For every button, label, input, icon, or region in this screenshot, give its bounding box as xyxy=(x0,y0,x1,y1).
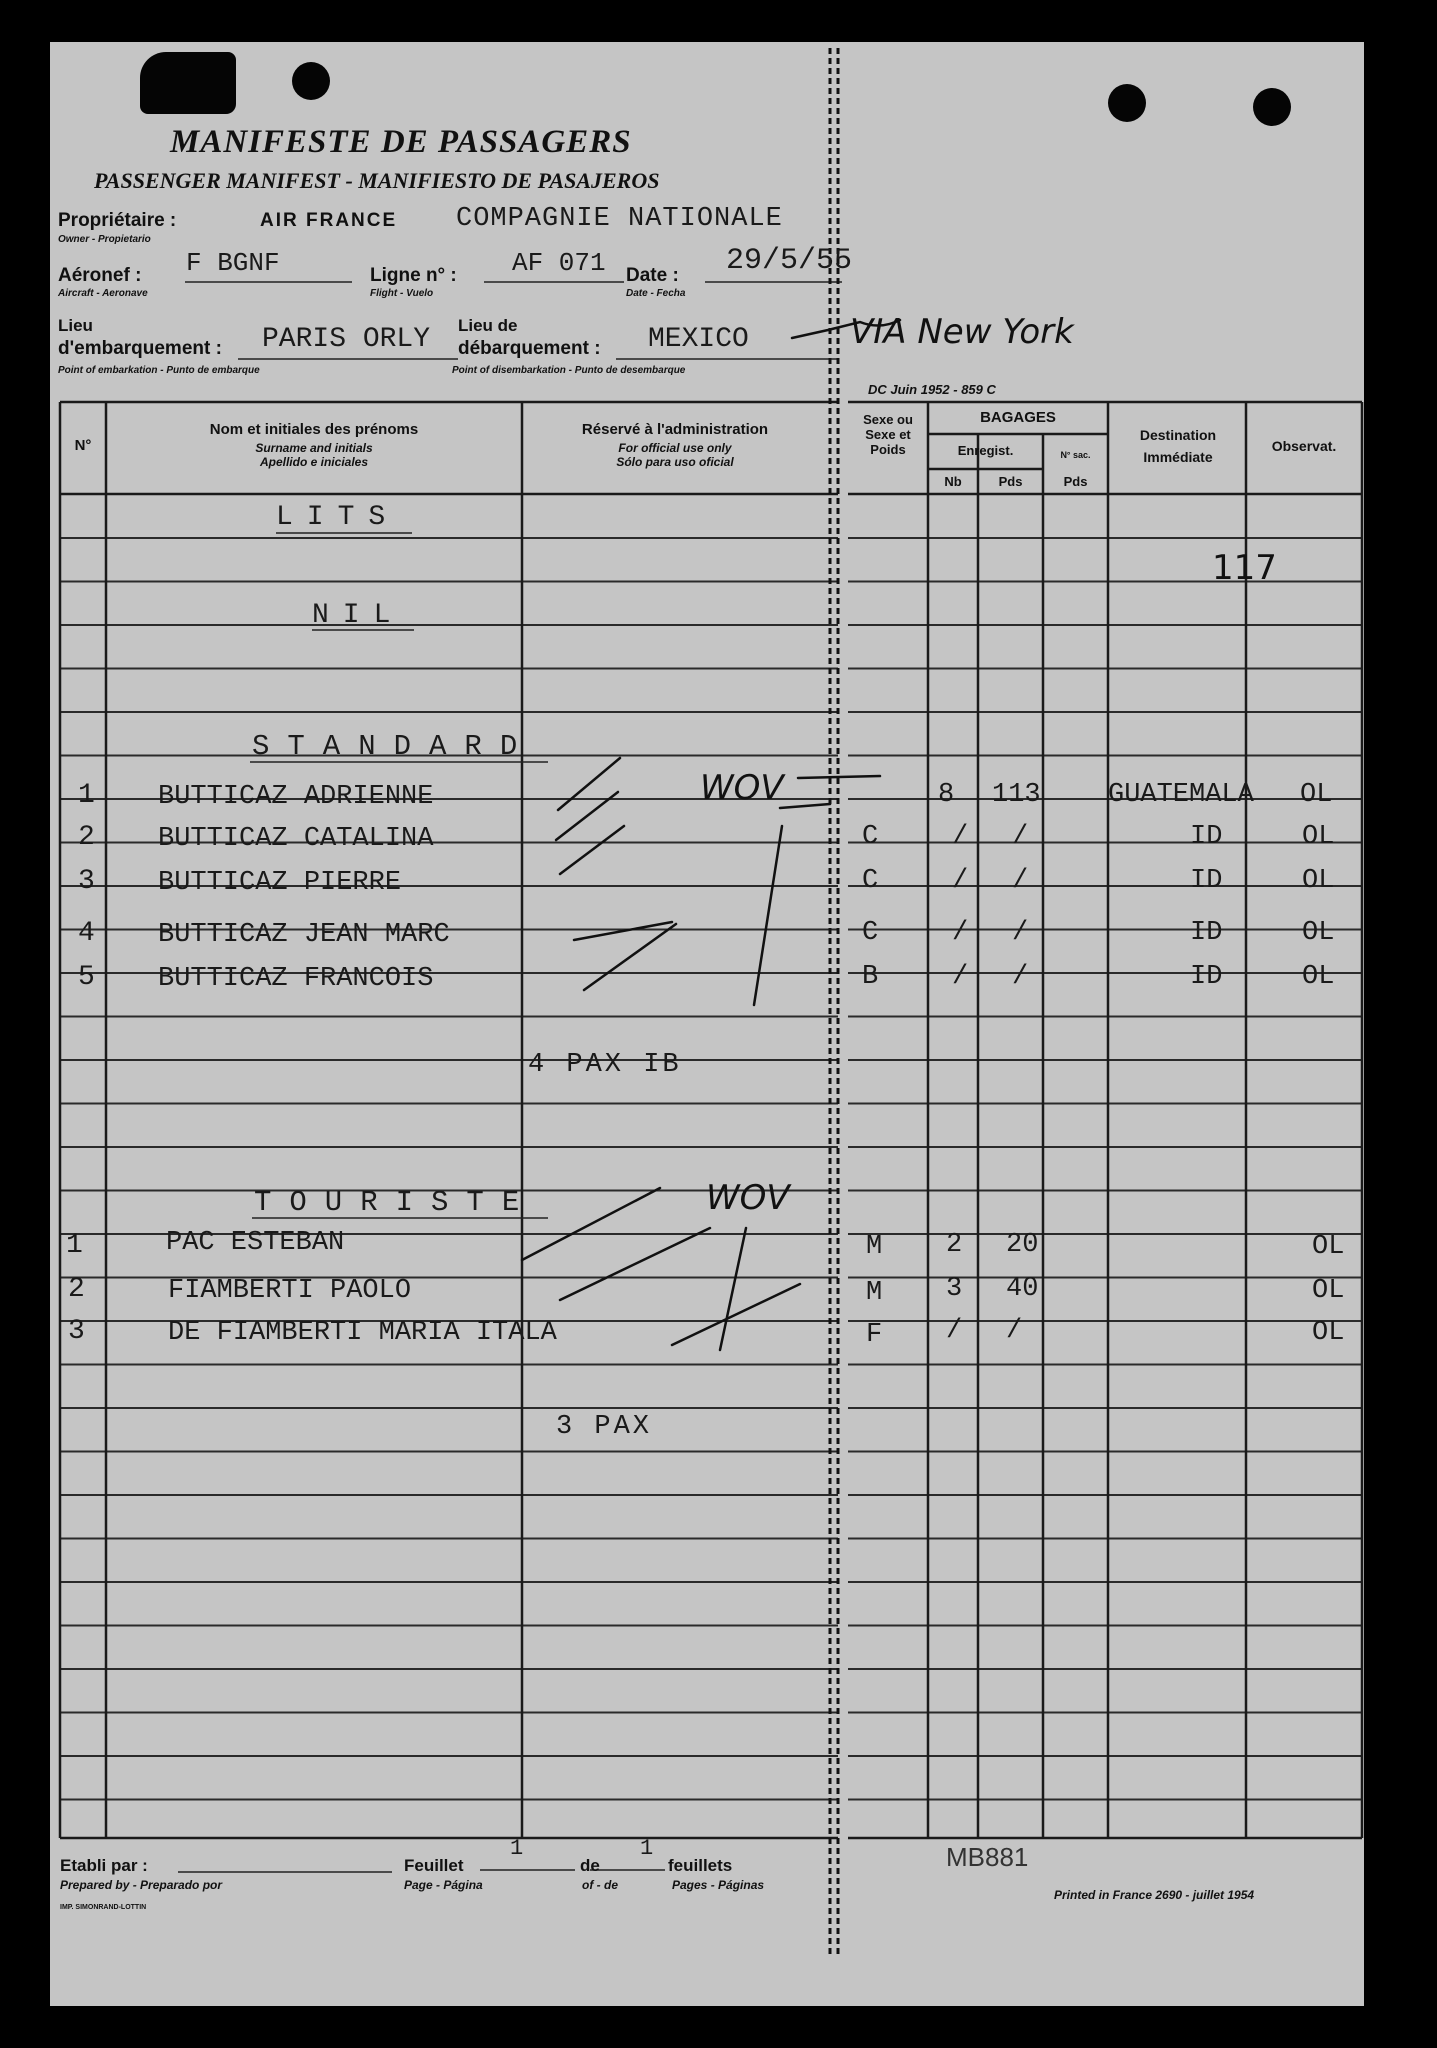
disembark-label-1: Lieu de xyxy=(458,316,518,335)
owner-typed: COMPAGNIE NATIONALE xyxy=(456,204,783,234)
passenger-no: 1 xyxy=(78,780,95,811)
destination: ID xyxy=(1190,962,1223,992)
col-registered-header: Enregist. xyxy=(957,443,1014,458)
disembark-label-2: débarquement : xyxy=(458,338,601,359)
sheet-sub: Page - Página xyxy=(404,1878,483,1892)
observation: OL xyxy=(1302,822,1335,852)
col-no-header: N° xyxy=(74,437,92,454)
printed-note: Printed in France 2690 - juillet 1954 xyxy=(1054,1888,1255,1902)
observation: OL xyxy=(1300,780,1333,810)
baggage-weight: 113 xyxy=(992,780,1041,810)
col-extra-pds-header: Pds xyxy=(1063,474,1088,489)
of-sub: of - de xyxy=(582,1878,618,1892)
baggage-count: 3 xyxy=(946,1274,963,1304)
prepared-sub: Prepared by - Preparado por xyxy=(60,1878,223,1892)
passenger-no: 3 xyxy=(68,1316,85,1347)
owner-sub: Owner - Propietario xyxy=(58,234,151,245)
passenger-sex: C xyxy=(862,918,879,948)
observation: OL xyxy=(1312,1318,1345,1348)
of-label: de xyxy=(580,1856,600,1875)
flight-value: AF 071 xyxy=(512,248,606,278)
col-reserved-es: Sólo para uso oficial xyxy=(616,455,734,469)
passenger-sex: F xyxy=(866,1320,883,1350)
observation: OL xyxy=(1312,1276,1345,1306)
observation: OL xyxy=(1302,866,1335,896)
section-heading-touriste: TOURISTE xyxy=(254,1186,538,1219)
passenger-name: BUTTICAZ PIERRE xyxy=(158,868,402,898)
section-heading-standard: STANDARD xyxy=(252,730,536,763)
initials-touriste: WOV xyxy=(706,1178,790,1218)
section-note-nil: NIL xyxy=(312,600,405,631)
observation: OL xyxy=(1302,962,1335,992)
perforation-line xyxy=(830,48,838,1958)
passenger-no: 2 xyxy=(68,1274,85,1305)
col-reserved-en: For official use only xyxy=(618,441,732,455)
via-note: VIA New York xyxy=(850,312,1074,352)
archive-stamp: MB881 xyxy=(946,1842,1029,1872)
baggage-weight: / xyxy=(1006,1316,1023,1346)
initials-standard: WOV xyxy=(700,768,784,808)
row-rules xyxy=(60,538,1362,1800)
destination: ID xyxy=(1190,918,1223,948)
passenger-sex: C xyxy=(862,866,879,896)
passenger-no: 1 xyxy=(66,1230,83,1261)
section-note-standard: 4 PAX IB xyxy=(528,1050,682,1080)
passenger-no: 2 xyxy=(78,822,95,853)
owner-printed: AIR FRANCE xyxy=(260,210,398,231)
section-note-touriste: 3 PAX xyxy=(556,1412,653,1442)
aircraft-value: F BGNF xyxy=(186,248,280,278)
col-observ-header: Observat. xyxy=(1271,438,1337,454)
baggage-count: / xyxy=(952,866,969,896)
date-value: 29/5/55 xyxy=(726,244,853,278)
passenger-sex: M xyxy=(866,1278,883,1308)
passenger-name: BUTTICAZ JEAN MARC xyxy=(158,920,450,950)
sheets-sub: Pages - Páginas xyxy=(672,1878,765,1892)
baggage-count: / xyxy=(946,1316,963,1346)
passenger-no: 3 xyxy=(78,866,95,897)
passenger-name: PAC ESTEBAN xyxy=(166,1228,345,1258)
passenger-sex: M xyxy=(866,1232,883,1262)
baggage-weight: / xyxy=(1012,822,1029,852)
document-title: MANIFESTE DE PASSAGERS xyxy=(170,124,632,160)
destination: ID xyxy=(1190,866,1223,896)
disembark-sub: Point of disembarkation - Punto de desembarque xyxy=(452,365,686,376)
passenger-sex: C xyxy=(862,822,879,852)
baggage-weight: / xyxy=(1012,866,1029,896)
sheet-total: 1 xyxy=(640,1836,654,1861)
observation: OL xyxy=(1302,918,1335,948)
col-reserved-header: Réservé à l'administration xyxy=(581,421,769,438)
embark-sub: Point of embarkation - Punto de embarque xyxy=(58,365,260,376)
col-name-en: Surname and initials xyxy=(255,441,373,455)
embark-value: PARIS ORLY xyxy=(262,324,431,355)
table-frame xyxy=(60,402,1362,1838)
sheets-label: feuillets xyxy=(668,1856,733,1875)
baggage-count: / xyxy=(952,918,969,948)
aircraft-sub: Aircraft - Aeronave xyxy=(58,288,148,299)
baggage-weight: / xyxy=(1012,918,1029,948)
aircraft-label: Aéronef : xyxy=(58,265,142,286)
col-nb-header: Nb xyxy=(944,474,962,489)
col-destination-header: Destination Immédiate xyxy=(1139,427,1217,465)
col-pds-header: Pds xyxy=(998,474,1023,489)
baggage-count: 2 xyxy=(946,1230,963,1260)
col-baggage-header: BAGAGES xyxy=(980,409,1056,426)
printer-imprint: IMP. SIMONRAND-LOTTIN xyxy=(60,1904,147,1911)
flight-sub: Flight - Vuelo xyxy=(370,288,434,299)
col-sex-header: Sexe ou Sexe et Poids xyxy=(863,412,913,457)
passenger-name: BUTTICAZ CATALINA xyxy=(158,824,434,854)
col-name-es: Apellido e iniciales xyxy=(259,455,369,469)
passenger-name: DE FIAMBERTI MARIA ITALA xyxy=(168,1318,557,1348)
baggage-weight: 40 xyxy=(1006,1274,1039,1304)
passenger-name: BUTTICAZ ADRIENNE xyxy=(158,782,434,812)
baggage-count: / xyxy=(952,822,969,852)
owner-label: Propriétaire : xyxy=(58,210,177,231)
embark-label-2: d'embarquement : xyxy=(58,338,222,359)
prepared-label: Etabli par : xyxy=(60,1856,148,1875)
disembark-value: MEXICO xyxy=(648,324,749,355)
col-name-header: Nom et initiales des prénoms xyxy=(209,421,419,438)
sheet-number: 1 xyxy=(510,1836,524,1861)
handwritten-number: 117 xyxy=(1212,548,1277,588)
section-heading-lits: LITS xyxy=(276,502,400,533)
destination: GUATEMALA xyxy=(1108,780,1254,810)
sheet-label: Feuillet xyxy=(404,1856,464,1875)
baggage-count: 8 xyxy=(938,780,955,810)
observation: OL xyxy=(1312,1232,1345,1262)
baggage-weight: / xyxy=(1012,962,1029,992)
baggage-weight: 20 xyxy=(1006,1230,1039,1260)
flight-label: Ligne n° : xyxy=(370,265,457,286)
document-subtitle: PASSENGER MANIFEST - MANIFIESTO DE PASAJEROS xyxy=(94,168,660,193)
destination: ID xyxy=(1190,822,1223,852)
passenger-sex: B xyxy=(862,962,879,992)
baggage-count: / xyxy=(952,962,969,992)
passenger-name: BUTTICAZ FRANCOIS xyxy=(158,964,434,994)
date-label: Date : xyxy=(626,265,679,286)
form-code: DC Juin 1952 - 859 C xyxy=(868,382,996,397)
passenger-no: 5 xyxy=(78,962,95,993)
embark-label-1: Lieu xyxy=(58,316,93,335)
passenger-name: FIAMBERTI PAOLO xyxy=(168,1276,412,1306)
col-extra-header: N° sac. xyxy=(1060,450,1091,460)
passenger-no: 4 xyxy=(78,918,95,949)
date-sub: Date - Fecha xyxy=(626,288,686,299)
